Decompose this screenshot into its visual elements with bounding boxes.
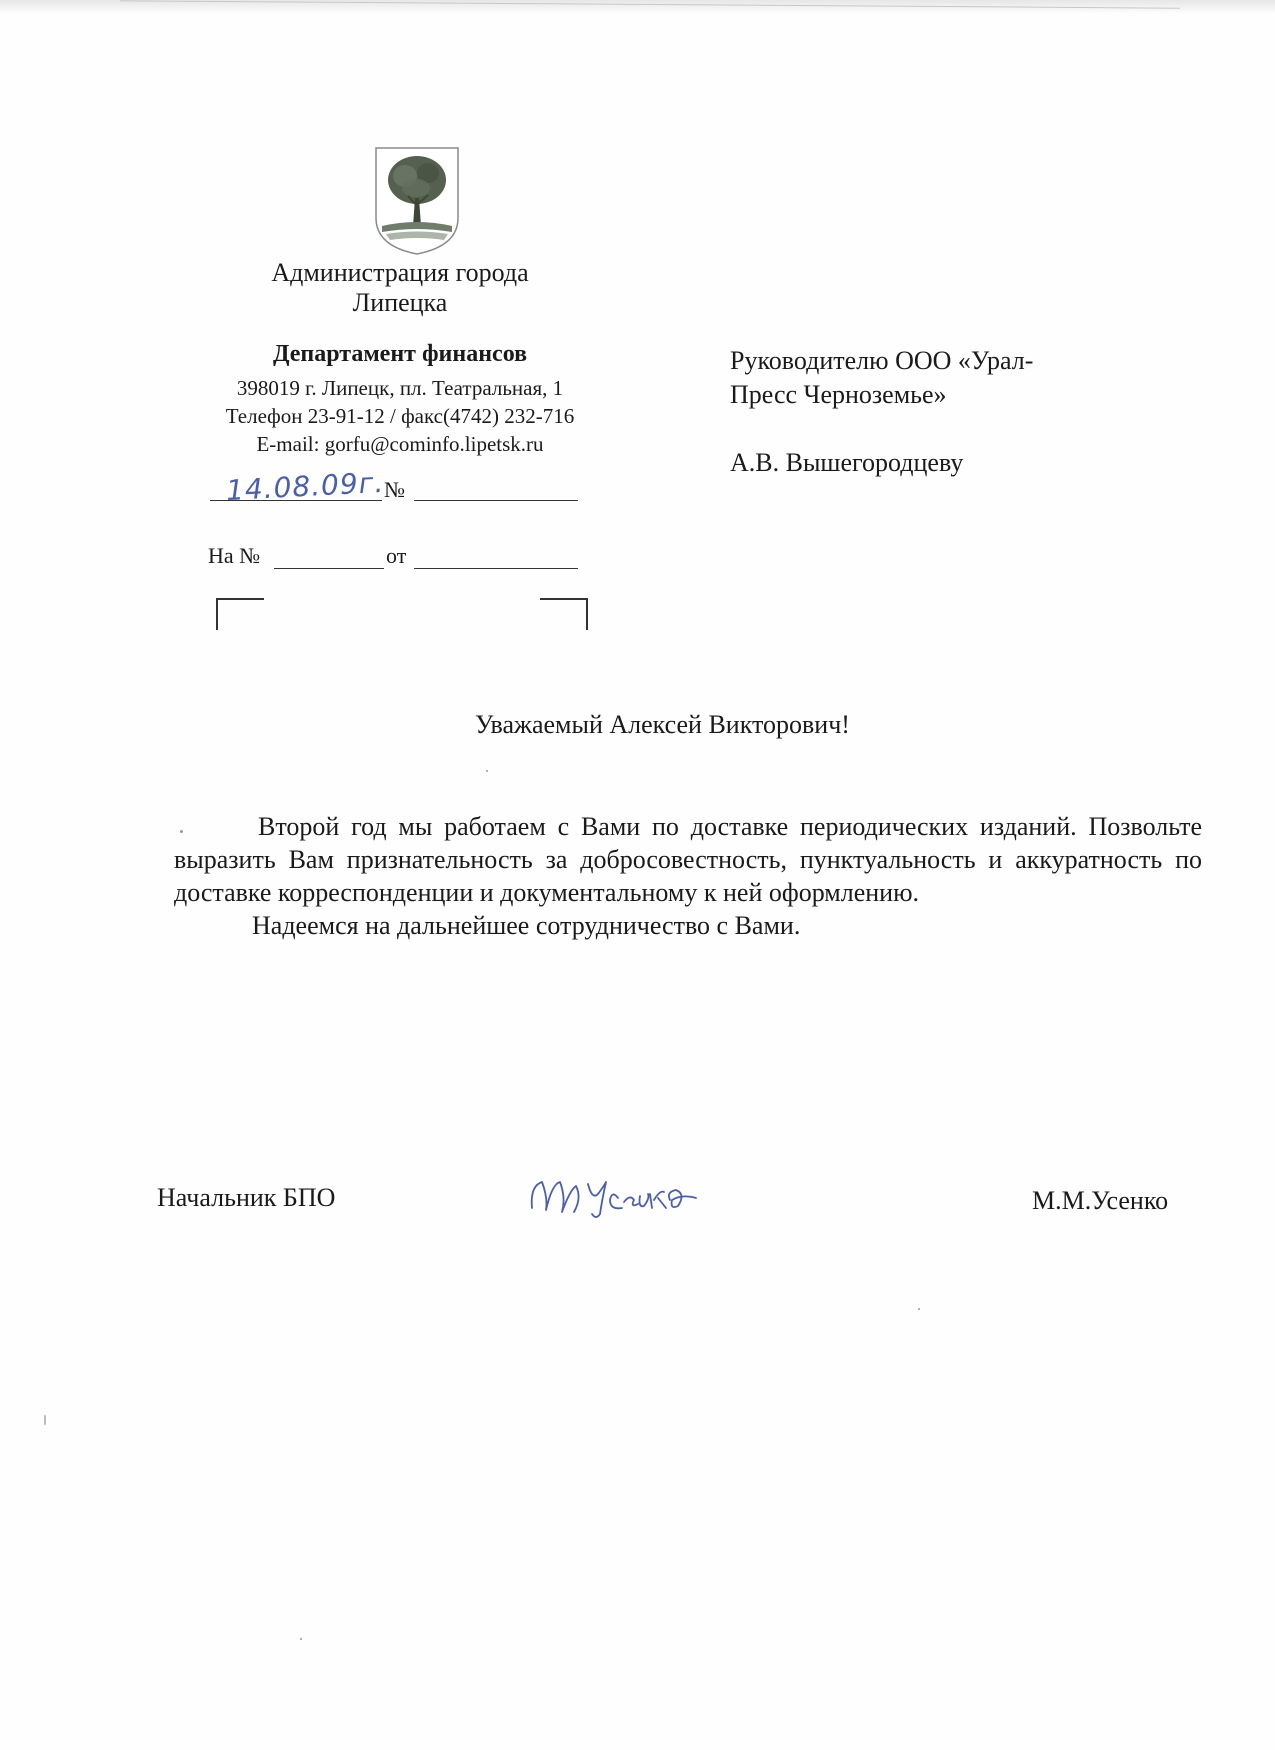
scan-speck	[300, 1638, 302, 1640]
scan-speck	[180, 830, 183, 833]
sender-email: E-mail: gorfu@cominfo.lipetsk.ru	[256, 432, 544, 456]
lipetsk-emblem-icon	[372, 146, 462, 256]
sender-administration	[180, 258, 620, 318]
sender-phone: Телефон 23-91-12 / факс(4742) 232-716	[225, 404, 575, 428]
sender-address: 398019 г. Липецк, пл. Театральная, 1	[236, 376, 564, 400]
admin-line-1: Администрация города	[271, 258, 529, 287]
signer-name: М.М.Усенко	[1032, 1186, 1169, 1215]
body-paragraph-2: Надеемся на дальнейшее сотрудничество с Вами.	[252, 911, 801, 940]
admin-line-2: Липецка	[352, 288, 448, 317]
salutation: Уважаемый Алексей Викторович!	[475, 710, 850, 739]
ref-number-label: На №	[208, 543, 261, 568]
ref-date-underline	[414, 568, 578, 569]
address-corner-left	[216, 598, 264, 630]
scan-speck	[918, 1308, 920, 1310]
recipient-line-2: Пресс Черноземье»	[730, 380, 947, 409]
scan-speck	[44, 1415, 46, 1425]
handwritten-date: 14.08.09г.	[225, 465, 386, 508]
sender-contacts	[180, 374, 620, 458]
number-underline	[414, 500, 578, 501]
body-paragraph-1: Второй год мы работаем с Вами по доставке периодических изданий. Позвольте выразить Вам признательность за добросовестность, пунктуальность и аккуратность по доставке корреспонденции и документальному к ней оформлению.	[174, 812, 1202, 907]
address-corner-right	[540, 598, 588, 630]
signer-title: Начальник БПО	[157, 1183, 336, 1212]
recipient-block	[730, 344, 1150, 480]
number-sign: №	[384, 477, 405, 502]
scan-speck	[486, 770, 488, 772]
recipient-line-1: Руководителю ООО «Урал-	[730, 346, 1034, 375]
sender-department: Департамент финансов	[272, 341, 528, 367]
letter-body	[174, 810, 1202, 942]
ref-from-label: от	[386, 543, 407, 568]
recipient-name: А.В. Вышегородцеву	[730, 448, 964, 477]
handwritten-signature	[526, 1168, 706, 1222]
ref-number-underline	[274, 568, 384, 569]
